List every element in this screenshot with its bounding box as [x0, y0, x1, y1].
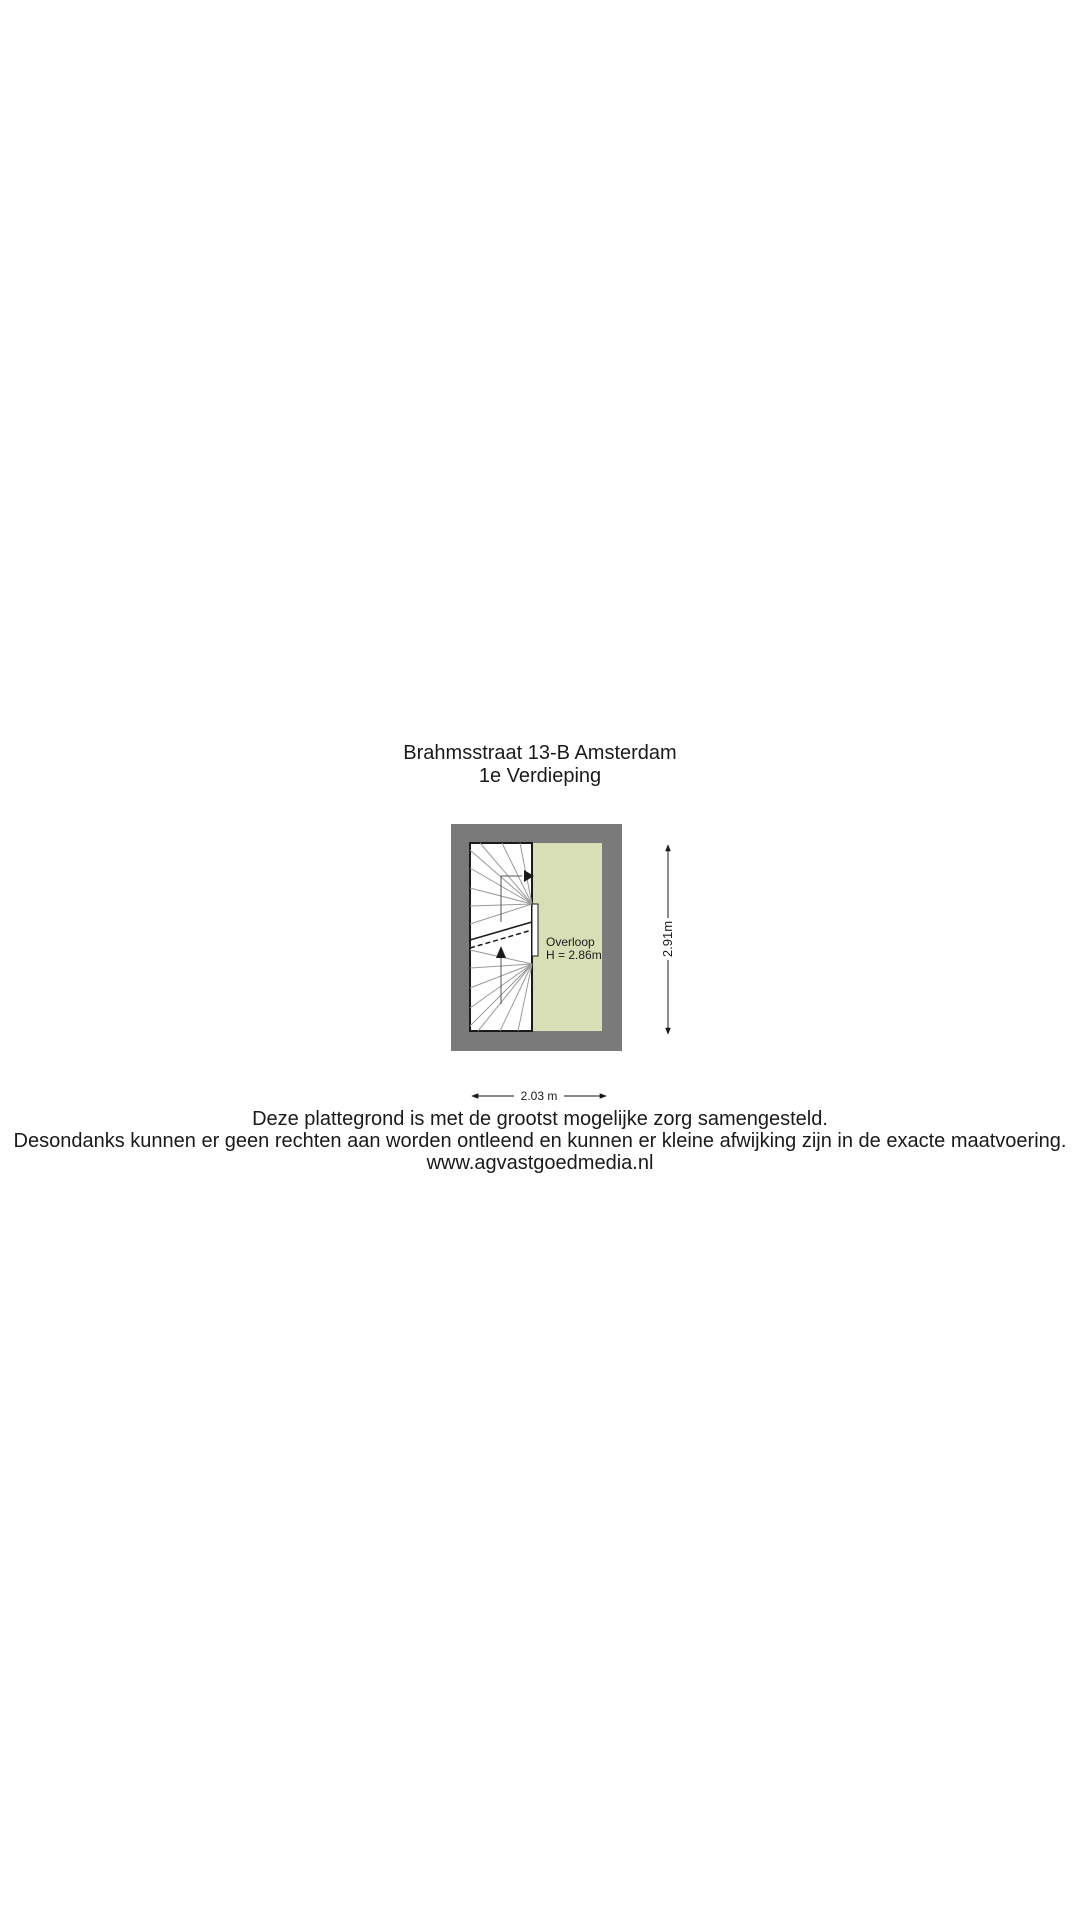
disclaimer-line-2: Desondanks kunnen er geen rechten aan worden ontleend en kunnen er kleine afwijking zijn in de exacte maatvoering. [13, 1130, 1067, 1152]
disclaimer-line-1: Deze plattegrond is met de grootst mogelijke zorg samengesteld. [252, 1108, 828, 1130]
handrail [532, 904, 538, 956]
width-dimension [472, 1089, 606, 1103]
room-name-label: Overloop [546, 935, 595, 949]
room-height-label: H = 2.86m [546, 948, 602, 962]
width-label: 2.03 m [520, 1089, 558, 1103]
length-label: 2.91m [660, 920, 675, 958]
disclaimer [0, 1108, 1080, 1174]
website-label: www.agvastgoedmedia.nl [426, 1152, 654, 1174]
length-dimension [660, 845, 675, 1034]
address-label: Brahmsstraat 13-B Amsterdam [403, 742, 677, 764]
floor-label: 1e Verdieping [478, 765, 602, 787]
